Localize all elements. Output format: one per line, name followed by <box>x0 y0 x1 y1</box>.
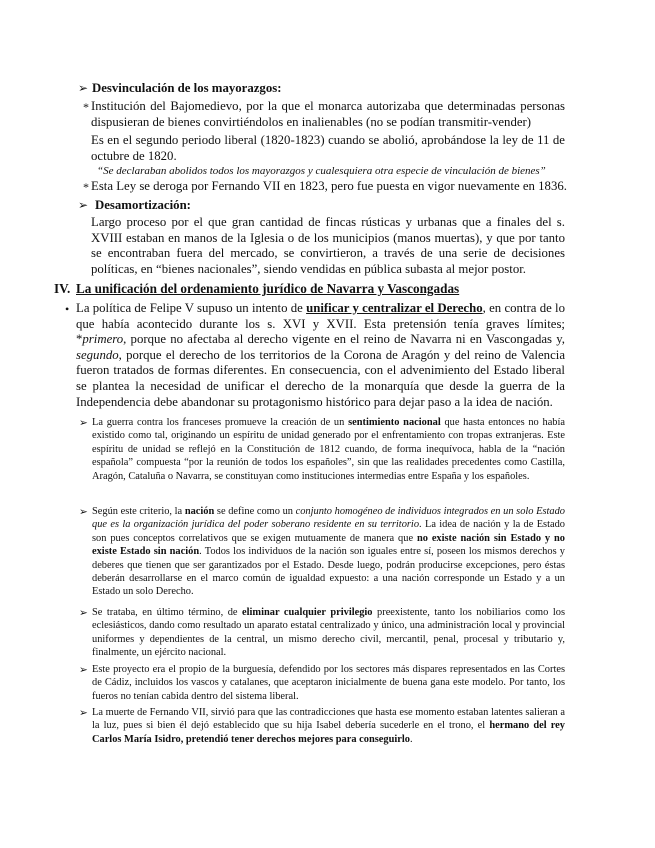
arrow-bullet-icon: ➢ <box>79 708 88 719</box>
mayorazgos-derogation: Esta Ley se deroga por Fernando VII en 1823, pero fue puesta en vigor nuevamente en 1836. <box>91 179 567 193</box>
item-burguesia: Este proyecto era el propio de la burguesía, defendido por los sectores más dispares representados en las Cortes de Cádiz, incluidos los vascos y catalanes, que aceptaron inicialmente de buena gana este modelo. Por tanto, los fueros no tenían cabida dentro del sistema liberal. <box>92 664 565 702</box>
asterisk-bullet-icon: * <box>83 100 89 114</box>
section-title: La unificación del ordenamiento jurídico de Navarra y Vascongadas <box>76 281 460 296</box>
arrow-bullet-icon: ➢ <box>79 608 88 619</box>
item-fernando-vii: La muerte de Fernando VII, sirvió para que las contradicciones que hasta ese momento estaban latentes salieran a la luz, pues si bien él dejó establecido que su hija Isabel debería sucederle en el trono, el hermano del rey Carlos María Isidro, pretendió tener derechos mejores para conseguirlo. <box>92 707 565 745</box>
arrow-bullet-icon: ➢ <box>79 418 88 429</box>
mayorazgos-abolition: Es en el segundo periodo liberal (1820-1823) cuando se abolió, aprobándose la ley de 11 de octubre de 1820. <box>91 133 565 163</box>
desamortizacion-heading: Desamortización: <box>95 198 191 212</box>
round-bullet-icon: • <box>65 302 70 316</box>
mayorazgos-quote: “Se declaraban abolidos todos los mayorazgos y cualesquiera otra especie de vinculación de bienes” <box>97 165 546 177</box>
arrow-bullet-icon: ➢ <box>78 198 89 212</box>
item-eliminar-privilegio: Se trataba, en último término, de eliminar cualquier privilegio preexistente, tanto los nobiliarios como los eclesiásticos, dando como resultado un aparato estatal centralizado y único, una administración local y provincial uniformes y dependientes de la central, un mismo derecho civil, mercantil, penal, procesal y tributario y, finalmente, un ejército nacional. <box>92 607 565 659</box>
section-intro: La política de Felipe V supuso un intento de unificar y centralizar el Derecho, en contra de lo que había acontecido durante los s. XVI y XVII. Esta pretensión tenía graves límites; *primero, porque no afectaba al derecho vigente en el reino de Navarra ni en Vascongadas y, segundo, porque el derecho de los territorios de la Corona de Aragón y del reino de Valencia fueron tratados de formas diferentes. En consecuencia, con el advenimiento del Estado liberal se plantea la necesidad de unificar el derecho de la monarquía que desde la guerra de la Independencia debe abandonar su protagonismo histórico para dejar paso a la idea de nación. <box>76 301 565 409</box>
mayorazgos-definition: Institución del Bajomedievo, por la que el monarca autorizaba que determinadas personas dispusieran de bienes convirtiéndolos en inalienables (no se podían transmitir-vender) <box>91 99 565 129</box>
asterisk-bullet-icon: * <box>83 180 89 194</box>
mayorazgos-heading: Desvinculación de los mayorazgos: <box>92 81 282 95</box>
arrow-bullet-icon: ➢ <box>79 665 88 676</box>
section-number: IV. <box>54 281 71 296</box>
desamortizacion-text: Largo proceso por el que gran cantidad de fincas rústicas y urbanas que a finales del s. XVIII estaban en manos de la Iglesia o de los municipios (manos muertas), y que por tanto se encontraban fuera del mercado, se convirtieron, a través de una serie de decisiones políticas, en “bienes nacionales”, siendo vendidas en pública subasta al mejor postor. <box>91 215 565 276</box>
arrow-bullet-icon: ➢ <box>79 507 88 518</box>
item-nacion: Según este criterio, la nación se define como un conjunto homogéneo de individuos integrados en un solo Estado que es la organización jurídica del poder soberano residente en su territorio. La idea de nación y la de Estado son pues conceptos correlativos que se exigen mutuamente de manera que no existe nación sin Estado y no existe Estado sin nación. Todos los individuos de la nación son iguales entre sí, poseen los mismos derechos y deberes que tienen que ser garantizados por el Estado. Desde luego, podrán producirse excepciones, pero éstas deberán desarrollarse en el marco común de igualdad expuesto: a una nación corresponde un Estado y a un Estado un solo Derecho. <box>92 506 565 598</box>
arrow-bullet-icon: ➢ <box>78 81 89 95</box>
item-sentimiento-nacional: La guerra contra los franceses promueve la creación de un sentimiento nacional que hasta entonces no había existido como tal, originando un espíritu de unidad generado por el enfrentamiento con tropas extranjeras. Este espíritu de unidad se reflejó en la Constitución de 1812 cuando, de forma inequívoca, habla de la “nación española” compuesta “por la reunión de todos los españoles”, sin que las realidades precedentes como Castilla, Aragón, Cataluña o Navarra, se constituyan como instituciones intermedias entre España y los españoles. <box>92 417 565 482</box>
